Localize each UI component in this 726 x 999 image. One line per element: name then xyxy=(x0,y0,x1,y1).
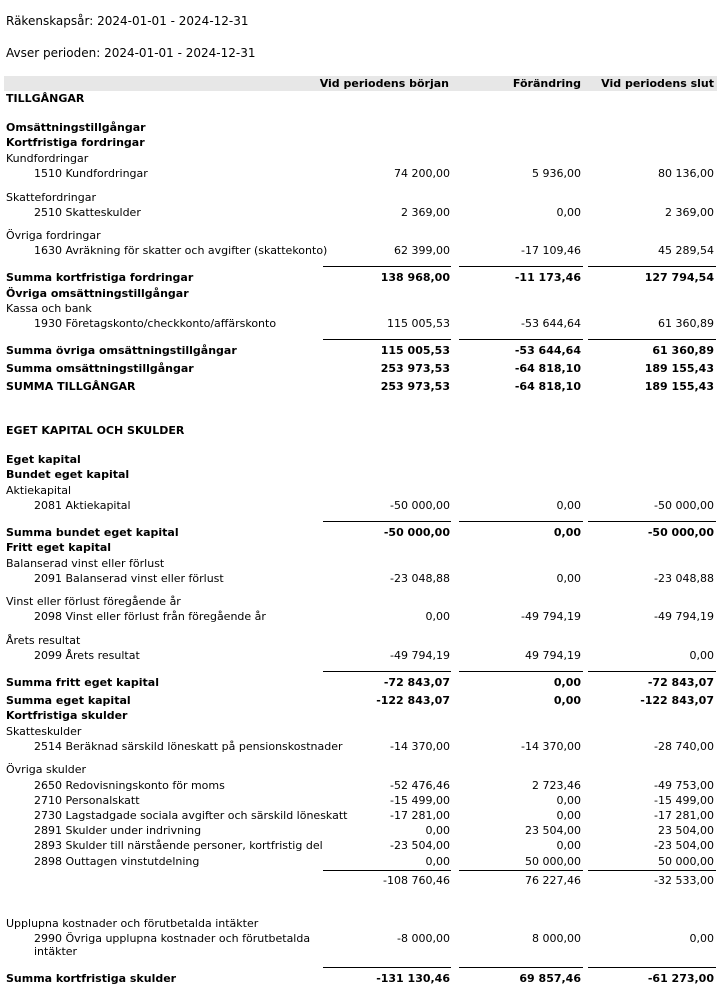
sum-row xyxy=(0,380,726,394)
row-label: 2514 Beräknad särskild löneskatt på pensionskostnader xyxy=(34,740,343,753)
row-label: 2650 Redovisningskonto för moms xyxy=(34,779,225,792)
row-label: Bundet eget kapital xyxy=(6,468,130,481)
column-header-end: Vid periodens slut xyxy=(601,77,714,90)
value-change: 69 857,46 xyxy=(519,972,581,985)
account-row xyxy=(0,824,726,838)
group-row xyxy=(0,763,726,777)
value-change: -14 370,00 xyxy=(521,740,581,753)
group-row xyxy=(0,302,726,316)
row-label: Övriga fordringar xyxy=(6,229,101,242)
value-end: 80 136,00 xyxy=(658,167,714,180)
row-label: Aktiekapital xyxy=(6,484,72,497)
row-label: Balanserad vinst eller förlust xyxy=(6,557,165,570)
account-row xyxy=(0,932,726,958)
account-row xyxy=(0,809,726,823)
group-row xyxy=(0,152,726,166)
value-change: 50 000,00 xyxy=(525,855,581,868)
value-start: 62 399,00 xyxy=(394,244,450,257)
value-end: -28 740,00 xyxy=(654,740,714,753)
row-label: 2098 Vinst eller förlust från föregående år xyxy=(34,610,266,623)
value-end: 2 369,00 xyxy=(665,206,714,219)
value-end: -23 048,88 xyxy=(654,572,714,585)
value-end: -122 843,07 xyxy=(640,694,714,707)
sum-divider xyxy=(588,339,716,340)
row-label: Skatteskulder xyxy=(6,725,82,738)
account-row xyxy=(0,167,726,181)
heading-row xyxy=(0,453,726,467)
value-start: -108 760,46 xyxy=(383,874,450,887)
row-label: Summa kortfristiga skulder xyxy=(6,972,177,985)
value-start: -50 000,00 xyxy=(383,526,450,539)
value-change: -11 173,46 xyxy=(514,271,581,284)
value-change: 0,00 xyxy=(553,526,581,539)
sum-row xyxy=(0,362,726,376)
sum-row xyxy=(0,271,726,285)
value-change: 5 936,00 xyxy=(532,167,581,180)
value-end: 0,00 xyxy=(689,932,714,945)
row-label: EGET KAPITAL OCH SKULDER xyxy=(6,424,185,437)
row-label: Vinst eller förlust föregående år xyxy=(6,595,181,608)
heading-row xyxy=(0,468,726,482)
value-start: -23 048,88 xyxy=(390,572,450,585)
account-row xyxy=(0,572,726,586)
value-end: 23 504,00 xyxy=(658,824,714,837)
value-start: -131 130,46 xyxy=(376,972,450,985)
value-end: -49 794,19 xyxy=(654,610,714,623)
sum-divider xyxy=(588,671,716,672)
row-label: Summa bundet eget kapital xyxy=(6,526,179,539)
value-change: 0,00 xyxy=(556,572,581,585)
group-row xyxy=(0,595,726,609)
value-change: 23 504,00 xyxy=(525,824,581,837)
value-end: -15 499,00 xyxy=(654,794,714,807)
value-change: 0,00 xyxy=(556,499,581,512)
value-end: -50 000,00 xyxy=(654,499,714,512)
account-row xyxy=(0,740,726,754)
sum-row xyxy=(0,344,726,358)
value-start: -17 281,00 xyxy=(390,809,450,822)
value-start: 0,00 xyxy=(425,855,450,868)
sum-divider xyxy=(588,521,716,522)
value-end: 61 360,89 xyxy=(652,344,714,357)
section-row xyxy=(0,424,726,438)
account-row xyxy=(0,317,726,331)
row-label: 2091 Balanserad vinst eller förlust xyxy=(34,572,224,585)
sum-divider xyxy=(459,266,583,267)
row-label: Summa eget kapital xyxy=(6,694,131,707)
value-end: 50 000,00 xyxy=(658,855,714,868)
sum-divider xyxy=(323,870,451,871)
sum-divider xyxy=(459,671,583,672)
value-end: 189 155,43 xyxy=(644,362,714,375)
sum-divider xyxy=(588,266,716,267)
value-end: -17 281,00 xyxy=(654,809,714,822)
value-end: -32 533,00 xyxy=(654,874,714,887)
value-end: -50 000,00 xyxy=(647,526,714,539)
value-change: 2 723,46 xyxy=(532,779,581,792)
account-row xyxy=(0,499,726,513)
value-start: 253 973,53 xyxy=(380,380,450,393)
value-change: 0,00 xyxy=(556,206,581,219)
row-label: 2891 Skulder under indrivning xyxy=(34,824,202,837)
value-end: 61 360,89 xyxy=(658,317,714,330)
group-row xyxy=(0,557,726,571)
value-start: -122 843,07 xyxy=(376,694,450,707)
sum-row xyxy=(0,694,726,708)
value-start: 138 968,00 xyxy=(380,271,450,284)
value-start: -72 843,07 xyxy=(383,676,450,689)
group-row xyxy=(0,191,726,205)
value-change: -53 644,64 xyxy=(514,344,581,357)
column-header-change: Förändring xyxy=(512,77,581,90)
heading-row xyxy=(0,709,726,723)
row-label: Fritt eget kapital xyxy=(6,541,112,554)
heading-row xyxy=(0,121,726,135)
value-change: -64 818,10 xyxy=(514,362,581,375)
value-end: -61 273,00 xyxy=(647,972,714,985)
value-start: 115 005,53 xyxy=(380,344,450,357)
row-label: 2898 Outtagen vinstutdelning xyxy=(34,855,200,868)
value-start: -52 476,46 xyxy=(390,779,450,792)
value-start: -23 504,00 xyxy=(390,839,450,852)
row-label: 1930 Företagskonto/checkkonto/affärskonto xyxy=(34,317,277,330)
section-row xyxy=(0,92,726,106)
value-change: -49 794,19 xyxy=(521,610,581,623)
value-start: 0,00 xyxy=(425,610,450,623)
value-change: -17 109,46 xyxy=(521,244,581,257)
sum-row xyxy=(0,526,726,540)
sum-divider xyxy=(323,266,451,267)
value-end: 45 289,54 xyxy=(658,244,714,257)
row-label: TILLGÅNGAR xyxy=(6,92,85,105)
value-change: 0,00 xyxy=(556,794,581,807)
value-end: 189 155,43 xyxy=(644,380,714,393)
value-start: 0,00 xyxy=(425,824,450,837)
value-change: 76 227,46 xyxy=(525,874,581,887)
row-label: Summa kortfristiga fordringar xyxy=(6,271,194,284)
account-row xyxy=(0,794,726,808)
value-start: -50 000,00 xyxy=(390,499,450,512)
sum-row xyxy=(0,972,726,986)
row-label-continued: intäkter xyxy=(34,945,78,958)
row-label: 2099 Årets resultat xyxy=(34,649,140,662)
sum-divider xyxy=(323,967,451,968)
row-label: 2893 Skulder till närstående personer, kortfristig del xyxy=(34,839,323,852)
sum-divider xyxy=(459,339,583,340)
group-row xyxy=(0,917,726,931)
heading-row xyxy=(0,136,726,150)
subtotal-row xyxy=(0,874,726,888)
row-label: SUMMA TILLGÅNGAR xyxy=(6,380,136,393)
row-label: 2081 Aktiekapital xyxy=(34,499,131,512)
row-label: Kundfordringar xyxy=(6,152,89,165)
value-start: -49 794,19 xyxy=(390,649,450,662)
account-row xyxy=(0,779,726,793)
value-change: 49 794,19 xyxy=(525,649,581,662)
value-start: 74 200,00 xyxy=(394,167,450,180)
value-start: -15 499,00 xyxy=(390,794,450,807)
sum-divider xyxy=(459,521,583,522)
row-label: Övriga skulder xyxy=(6,763,87,776)
row-label: Övriga omsättningstillgångar xyxy=(6,287,189,300)
value-change: -53 644,64 xyxy=(521,317,581,330)
account-row xyxy=(0,839,726,853)
account-row xyxy=(0,649,726,663)
row-label: 1510 Kundfordringar xyxy=(34,167,148,180)
sum-divider xyxy=(588,870,716,871)
value-end: -23 504,00 xyxy=(654,839,714,852)
row-label: Omsättningstillgångar xyxy=(6,121,146,134)
sum-divider xyxy=(323,339,451,340)
row-label: Skattefordringar xyxy=(6,191,97,204)
sum-divider xyxy=(323,671,451,672)
value-change: 8 000,00 xyxy=(532,932,581,945)
row-label: Summa övriga omsättningstillgångar xyxy=(6,344,237,357)
value-end: -49 753,00 xyxy=(654,779,714,792)
account-row xyxy=(0,244,726,258)
heading-row xyxy=(0,541,726,555)
value-end: 127 794,54 xyxy=(644,271,714,284)
row-label: Kassa och bank xyxy=(6,302,92,315)
row-label: Årets resultat xyxy=(6,634,81,647)
row-label: Eget kapital xyxy=(6,453,81,466)
account-row xyxy=(0,206,726,220)
heading-row xyxy=(0,287,726,301)
row-label: 2730 Lagstadgade sociala avgifter och särskild löneskatt xyxy=(34,809,348,822)
value-end: 0,00 xyxy=(689,649,714,662)
value-start: -14 370,00 xyxy=(390,740,450,753)
value-start: -8 000,00 xyxy=(397,932,450,945)
column-header-start: Vid periodens början xyxy=(319,77,449,90)
value-change: 0,00 xyxy=(556,809,581,822)
group-row xyxy=(0,725,726,739)
column-header-bar xyxy=(4,76,717,91)
row-label: Summa omsättningstillgångar xyxy=(6,362,194,375)
value-change: 0,00 xyxy=(553,694,581,707)
account-row xyxy=(0,855,726,869)
group-row xyxy=(0,484,726,498)
fiscal-year: Räkenskapsår: 2024-01-01 - 2024-12-31 xyxy=(6,14,249,28)
sum-divider xyxy=(459,870,583,871)
row-label: Kortfristiga skulder xyxy=(6,709,128,722)
report-period: Avser perioden: 2024-01-01 - 2024-12-31 xyxy=(6,46,256,60)
sum-row xyxy=(0,676,726,690)
row-label: 1630 Avräkning för skatter och avgifter (skattekonto) xyxy=(34,244,328,257)
row-label: 2510 Skatteskulder xyxy=(34,206,141,219)
value-change: -64 818,10 xyxy=(514,380,581,393)
value-change: 0,00 xyxy=(553,676,581,689)
group-row xyxy=(0,229,726,243)
value-start: 2 369,00 xyxy=(401,206,450,219)
account-row xyxy=(0,610,726,624)
sum-divider xyxy=(588,967,716,968)
value-start: 115 005,53 xyxy=(387,317,450,330)
row-label: 2710 Personalskatt xyxy=(34,794,140,807)
row-label: Summa fritt eget kapital xyxy=(6,676,159,689)
row-label: Kortfristiga fordringar xyxy=(6,136,145,149)
value-change: 0,00 xyxy=(556,839,581,852)
sum-divider xyxy=(459,967,583,968)
row-label: Upplupna kostnader och förutbetalda intäkter xyxy=(6,917,259,930)
value-start: 253 973,53 xyxy=(380,362,450,375)
value-end: -72 843,07 xyxy=(647,676,714,689)
group-row xyxy=(0,634,726,648)
row-label: 2990 Övriga upplupna kostnader och förutbetalda xyxy=(34,932,311,945)
sum-divider xyxy=(323,521,451,522)
